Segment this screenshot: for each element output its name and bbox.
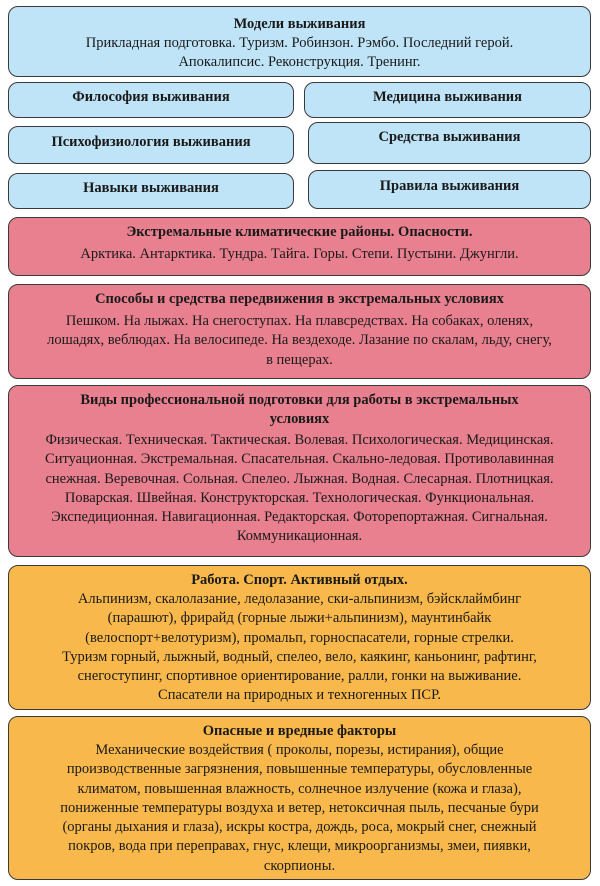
sport-line: (парашют), фрирайд (горные лыжи+альпинизм), маунтинбайк: [107, 610, 492, 627]
training-line: снежная. Веревочная. Сольная. Спелео. Лыжная. Водная. Слесарная. Плотницкая.: [45, 470, 554, 487]
models-line: Прикладная подготовка. Туризм. Робинзон. Рэмбо. Последний герой.: [85, 35, 514, 51]
psychophysiology-label: Психофизиология выживания: [51, 134, 251, 150]
sport-box: [8, 565, 591, 710]
training-title: Виды профессиональной подготовки для работы в экстремальных: [80, 392, 519, 408]
rules-box: [308, 170, 591, 209]
hazards-line: покров, вода при переправах, гнус, клещи, микроорганизмы, змеи, пиявки,: [68, 838, 531, 855]
training-line: Коммуникационная.: [236, 528, 363, 545]
hazards-line: пониженные температуры воздуха и ветер, нетоксичная пыль, песчаные бури: [60, 799, 539, 816]
models-title: Модели выживания: [233, 16, 366, 32]
movement-line: лошадях, веблюдах. На велосипеде. На вездеходе. Лазание по скалам, льду, снегу,: [47, 332, 552, 349]
means-label: Средства выживания: [378, 129, 521, 145]
movement-line: Пешком. На лыжах. На снегоступах. На плавсредствах. На собаках, оленях,: [65, 313, 534, 329]
sport-line: Туризм горный, лыжный, водный, спелео, вело, каякинг, каньонинг, рафтинг,: [62, 648, 537, 665]
training-line: Физическая. Техническая. Тактическая. Волевая. Психологическая. Медицинская.: [45, 432, 554, 448]
climate-box: [8, 217, 591, 276]
hazards-line: Механические воздействия ( проколы, порезы, истирания), общие: [95, 742, 504, 758]
hazards-line: климатом, повышенная влажность, солнечное излучение (кожа и глаза),: [77, 780, 522, 797]
hazards-line: производственные загрязнения, повышенные температуры, обусловленные: [66, 761, 533, 778]
sport-line: снегоступинг, спортивное ориентирование, ралли, гонки на выживание.: [77, 668, 522, 685]
training-box: [8, 385, 591, 557]
training-line: Ситуационная. Экстремальная. Спасательная. Скально-ледовая. Противолавинная: [45, 451, 554, 468]
sport-title: Работа. Спорт. Активный отдых.: [191, 572, 408, 588]
movement-title: Способы и средства передвижения в экстремальных условиях: [95, 291, 504, 307]
sport-line: (велоспорт+велотуризм), промальп, горноспасатели, горные стрелки.: [85, 629, 514, 646]
psychophysiology-box: [8, 126, 294, 164]
philosophy-box: [8, 82, 294, 118]
medicine-label: Медицина выживания: [372, 89, 523, 105]
means-box: [308, 122, 591, 164]
training-title: условиях: [269, 411, 330, 427]
skills-label: Навыки выживания: [83, 180, 219, 196]
sport-line: Альпинизм, скалолазание, ледолазание, ски-альпинизм, бэйсклаймбинг: [77, 591, 522, 607]
sport-line: Спасатели на природных и техногенных ПСР.: [158, 687, 441, 704]
hazards-line: скорпионы.: [263, 857, 336, 874]
medicine-box: [304, 82, 591, 118]
hazards-line: (органы дыхания и глаза), искры костра, дождь, роса, мокрый снег, снежный: [62, 819, 537, 836]
movement-line: в пещерах.: [266, 351, 333, 368]
models-box: [8, 6, 591, 77]
climate-title: Экстремальные климатические районы. Опасности.: [126, 224, 473, 240]
skills-box: [8, 173, 294, 209]
hazards-box: [8, 716, 591, 880]
rules-label: Правила выживания: [379, 178, 520, 194]
climate-body: Арктика. Антарктика. Тундра. Тайга. Горы. Степи. Пустыни. Джунгли.: [80, 246, 519, 262]
hazards-title: Опасные и вредные факторы: [202, 723, 397, 739]
philosophy-label: Философия выживания: [72, 89, 230, 105]
models-line: Апокалипсис. Реконструкция. Тренинг.: [178, 54, 421, 71]
training-line: Поварская. Швейная. Конструкторская. Технологическая. Функциональная.: [64, 489, 535, 506]
training-line: Экспедиционная. Навигационная. Редакторская. Фоторепортажная. Сигнальная.: [51, 509, 548, 526]
movement-box: [8, 284, 591, 379]
